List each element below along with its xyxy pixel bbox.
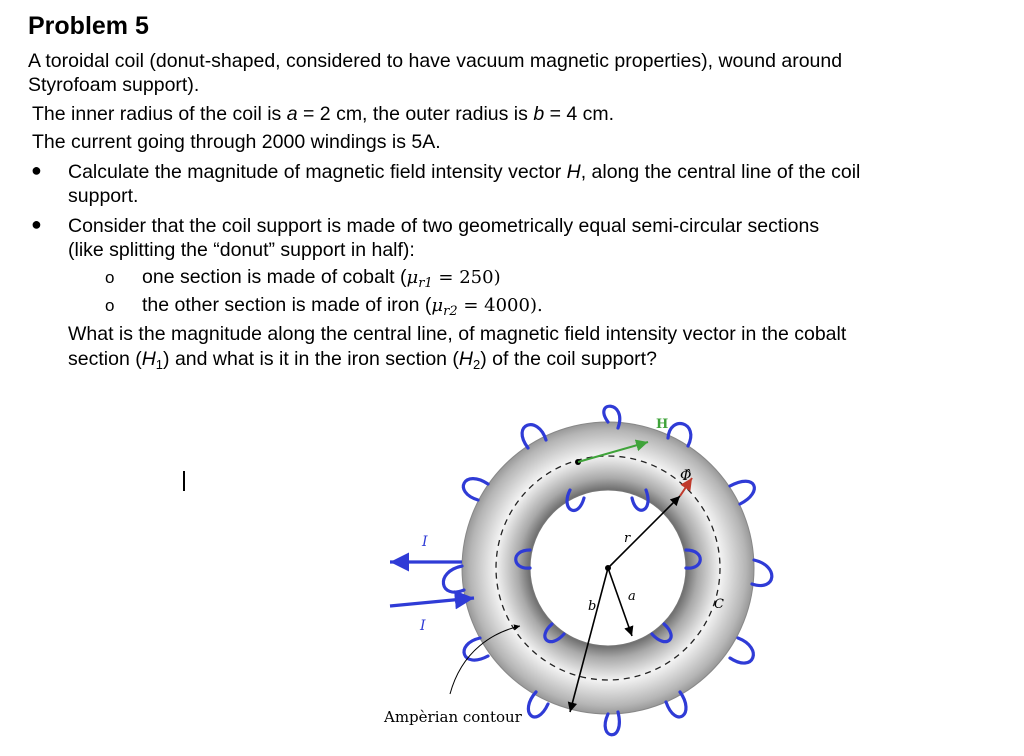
bullet-2-line-1: Consider that the coil support is made of two geometrically equal semi-circular sections	[68, 215, 820, 237]
H2-variable: H	[458, 348, 474, 370]
caption-amperian-contour: Ampèrian contour	[384, 708, 522, 726]
question-line-2	[68, 347, 657, 377]
sub-bullet-marker: o	[105, 296, 115, 315]
question-line-1: What is the magnitude along the central line, of magnetic field intensity vector in the cobalt	[68, 323, 847, 345]
b-variable: b	[533, 103, 545, 125]
iron-text: the other section is made of iron (	[142, 294, 432, 316]
current-label-bottom: I	[420, 618, 426, 634]
toroid-figure	[370, 400, 790, 750]
question-text-a: section (	[68, 348, 142, 370]
sub-bullet-iron	[142, 293, 543, 324]
problem-title: Problem 5	[28, 12, 149, 40]
mu-symbol: μ	[431, 295, 444, 316]
radii-text-pre: The inner radius of the coil is	[32, 103, 287, 125]
intro-line-2: Styrofoam support).	[28, 74, 200, 96]
radii-text-mid: = 2 cm, the outer radius is	[297, 103, 534, 125]
mu-index: r2	[443, 304, 458, 319]
text-cursor	[183, 471, 185, 491]
question-text-b: ) and what is it in the iron section (	[163, 348, 459, 370]
H1-index: 1	[155, 357, 164, 372]
contour-label-C: C	[714, 597, 724, 612]
bullet-1-post: , along the central line of the coil	[580, 161, 861, 183]
bullet-marker: ●	[31, 160, 42, 180]
bullet-1-line-2: support.	[68, 185, 139, 207]
label-r: r	[624, 531, 631, 546]
current-label-top: I	[422, 534, 428, 550]
cobalt-value: = 250)	[432, 267, 501, 288]
radii-text-post: = 4 cm.	[544, 103, 615, 125]
bullet-marker: ●	[31, 214, 42, 234]
bullet-1-pre: Calculate the magnitude of magnetic field intensity vector	[68, 161, 567, 183]
bullet-2-line-2: (like splitting the “donut” support in half):	[68, 239, 415, 261]
phi-label: Φ̂	[680, 468, 692, 484]
radii-line	[32, 102, 614, 126]
label-b: b	[588, 599, 597, 614]
H2-index: 2	[473, 357, 481, 372]
sub-bullet-marker: o	[105, 268, 115, 287]
iron-value: = 4000).	[457, 295, 543, 316]
cobalt-text: one section is made of cobalt (	[142, 266, 407, 288]
H-label: H	[656, 417, 669, 432]
intro-line-1: A toroidal coil (donut-shaped, considered to have vacuum magnetic properties), wound around	[28, 50, 843, 72]
H1-variable: H	[141, 348, 156, 370]
question-text-c: ) of the coil support?	[480, 348, 657, 370]
sub-bullet-cobalt	[142, 265, 501, 296]
a-variable: a	[286, 103, 298, 125]
current-line: The current going through 2000 windings is 5A.	[32, 131, 441, 153]
current-lead-out	[390, 598, 474, 606]
label-a: a	[628, 589, 636, 604]
mu-index: r1	[418, 276, 433, 291]
H-variable: H	[566, 161, 581, 183]
mu-symbol: μ	[406, 267, 419, 288]
bullet-1-line-1	[68, 160, 860, 184]
